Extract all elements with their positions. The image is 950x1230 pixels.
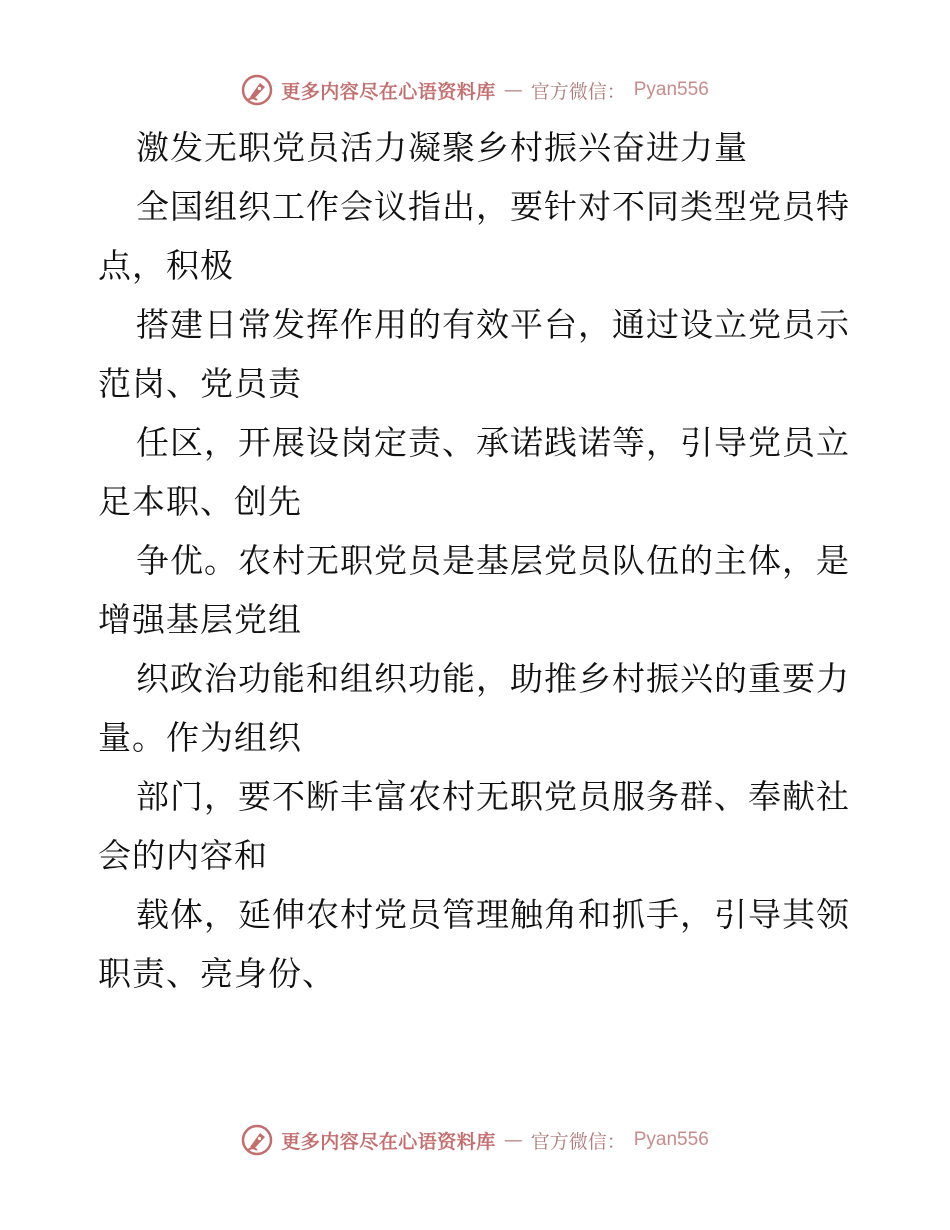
watermark-separator: —	[503, 79, 523, 101]
text-line: 范岗、党员责	[98, 364, 302, 403]
watermark-separator: —	[503, 1129, 523, 1151]
text-line: 增强基层党组	[98, 600, 302, 639]
text-line: 点，积极	[98, 246, 234, 285]
pen-nib-logo-icon	[241, 74, 273, 106]
text-line: 全国组织工作会议指出，要针对不同类型党员特	[136, 187, 850, 226]
text-line: 载体，延伸农村党员管理触角和抓手，引导其领	[136, 895, 850, 934]
text-line: 任区，开展设岗定责、承诺践诺等，引导党员立	[136, 423, 850, 462]
text-line: 部门，要不断丰富农村无职党员服务群、奉献社	[136, 777, 850, 816]
header-watermark	[0, 70, 950, 110]
watermark-main-text: 更多内容尽在心语资料库	[281, 1130, 496, 1153]
document-body	[98, 118, 858, 1003]
text-line: 激发无职党员活力凝聚乡村振兴奋进力量	[136, 128, 748, 167]
watermark-main-text: 更多内容尽在心语资料库	[281, 80, 496, 103]
watermark-sub-text: 官方微信：	[530, 80, 626, 103]
text-line: 争优。农村无职党员是基层党员队伍的主体，是	[136, 541, 850, 580]
text-line: 量。作为组织	[98, 718, 302, 757]
text-line: 搭建日常发挥作用的有效平台，通过设立党员示	[136, 305, 850, 344]
watermark-sub-text: 官方微信：	[530, 1130, 626, 1153]
watermark-wechat-id: Pyan556	[633, 79, 709, 100]
text-line: 会的内容和	[98, 836, 268, 875]
pen-nib-logo-icon	[241, 1124, 273, 1156]
text-line: 职责、亮身份、	[98, 954, 336, 993]
watermark-wechat-id: Pyan556	[633, 1129, 709, 1150]
footer-watermark	[0, 1120, 950, 1160]
text-line: 织政治功能和组织功能，助推乡村振兴的重要力	[136, 659, 850, 698]
text-line: 足本职、创先	[98, 482, 302, 521]
